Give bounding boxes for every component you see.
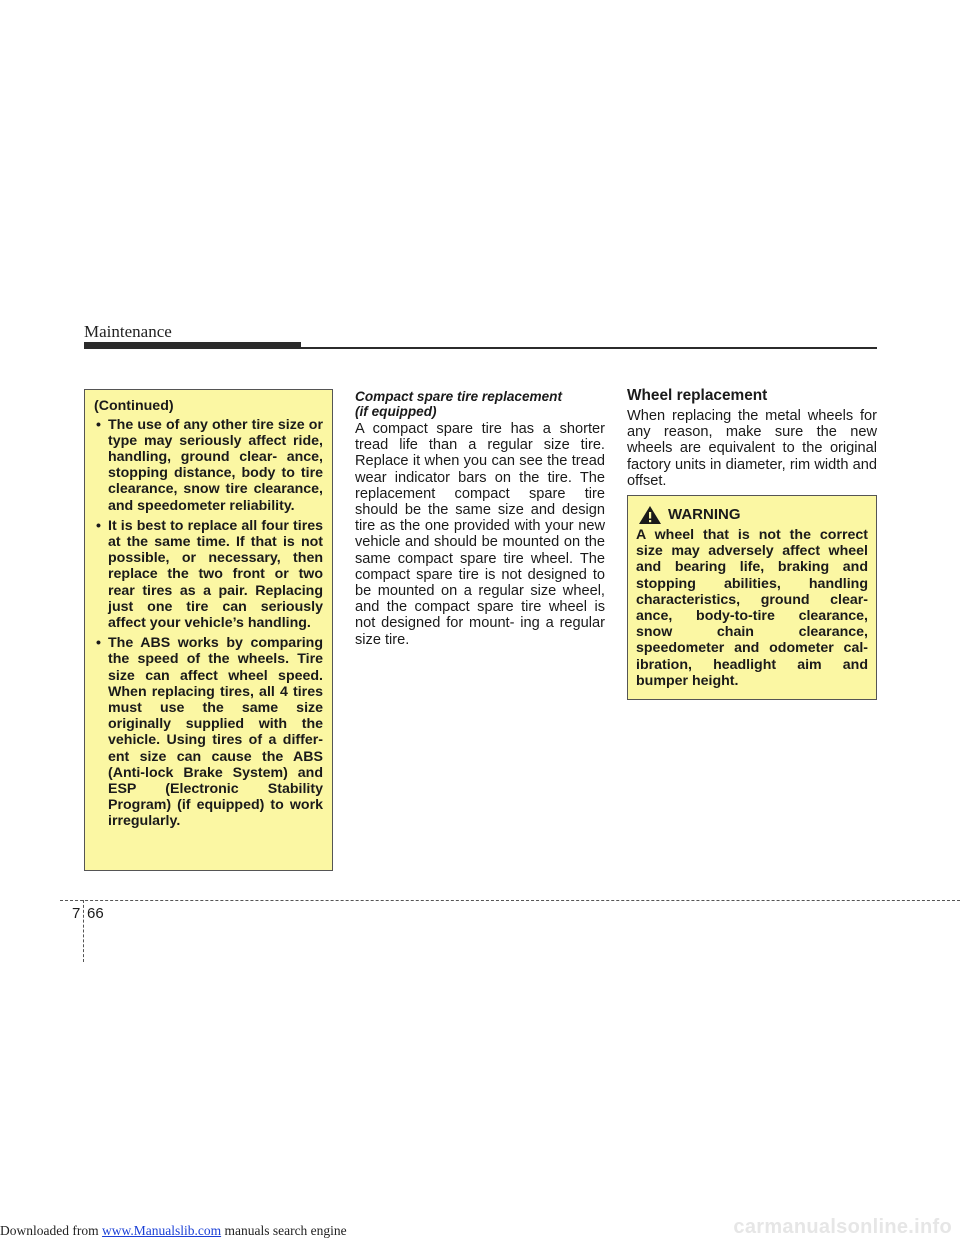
warning-box <box>627 495 877 700</box>
bullet-dot-icon: • <box>96 517 101 534</box>
warning-text: A wheel that is not the correct size may adversely affect wheel and bearing life, braking and stopping abilities, handling characteristics, ground clear- ance, body-to-tire clearance, snow chain clearance, speedometer and odometer cal- ibration, headlight aim and bumper height. <box>636 527 868 689</box>
page-divider-vertical <box>83 900 84 962</box>
continued-label: (Continued) <box>94 398 174 414</box>
footer-prefix: Downloaded from <box>0 1223 102 1238</box>
continued-caution-box <box>84 389 333 871</box>
bullet-dot-icon: • <box>96 635 101 652</box>
footer-download-note <box>0 1223 347 1239</box>
bullet-text: The ABS works by comparing the speed of the wheels. Tire size can affect wheel speed. When replacing tires, all 4 tires must use the same size originally supplied with the vehicle. Using tires of a differ- ent size can cause the ABS (Anti-lock Brake System) and ESP (Electronic Stability Program) (if equipped) to work irregularly. <box>108 635 323 830</box>
chapter-number: 7 <box>72 905 81 922</box>
wheel-replacement-title: Wheel replacement <box>627 387 768 404</box>
compact-spare-body: A compact spare tire has a shorter tread life than a regular size tire. Replace it when you can see the tread wear indicator bars on the tire. The replacement compact spare tire should be the same size and design tire as the one provided with your new vehicle and should be mounted on the same compact spare tire wheel. The compact spare tire is not designed to be mounted on a regular size wheel, and the compact spare tire wheel is not designed for mount- ing a regular size tire. <box>355 421 605 648</box>
page-number: 66 <box>87 905 104 922</box>
watermark: carmanualsonline.info <box>733 1216 952 1238</box>
compact-spare-title-line2: (if equipped) <box>355 404 437 419</box>
wheel-replacement-body: When replacing the metal wheels for any reason, make sure the new wheels are equivalent to the original factory units in diameter, rim width and offset. <box>627 408 877 489</box>
bullet-text: It is best to replace all four tires at the same time. If that is not possible, or necessary, then replace the two front or two rear tires as a pair. Replacing just one tire can seriously affect your vehicle’s handling. <box>108 517 323 631</box>
footer-suffix: manuals search engine <box>221 1223 347 1238</box>
header-rule-thin <box>84 347 877 349</box>
page-divider-horizontal <box>60 900 960 901</box>
compact-spare-title-line1: Compact spare tire replacement <box>355 389 563 404</box>
bullet-item <box>94 518 323 631</box>
warning-triangle-icon <box>638 505 662 525</box>
header-title: Maintenance <box>84 322 172 341</box>
bullet-item <box>94 635 323 829</box>
warning-header <box>636 504 868 526</box>
bullet-dot-icon: • <box>96 416 101 433</box>
footer-link[interactable]: www.Manualslib.com <box>101 1223 222 1238</box>
bullet-item <box>94 417 323 514</box>
bullet-text: The use of any other tire size or type may seriously affect ride, handling, ground clear- ance, stopping distance, body to tire clearance, snow tire clearance, and speedometer reliability. <box>108 416 323 514</box>
warning-label: WARNING <box>668 506 741 523</box>
compact-spare-title <box>355 389 605 419</box>
